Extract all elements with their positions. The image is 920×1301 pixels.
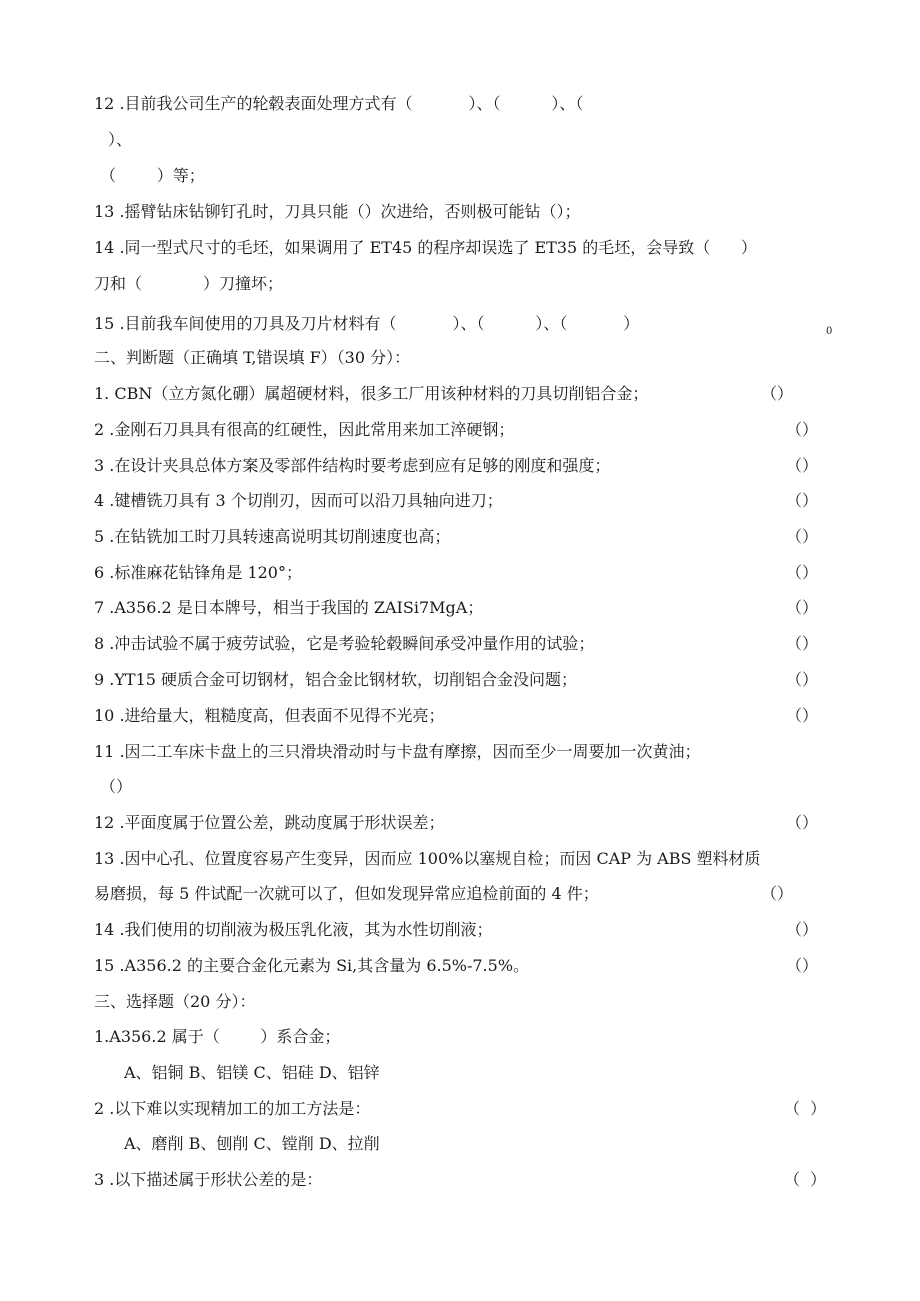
choice-q3-answer-box[interactable]: （ ） [784,1170,827,1189]
judge-q8: 8 .冲击试验不属于疲劳试验，它是考验轮毂瞬间承受冲量作用的试验； [94,634,595,653]
judge-q14: 14 .我们使用的切削液为极压乳化液，其为水性切削液； [94,920,493,939]
judge-q5-answer-box[interactable]: （） [786,527,819,546]
judge-q7-answer-box[interactable]: （） [786,598,819,617]
choice-q2: 2 .以下难以实现精加工的加工方法是： [94,1099,371,1118]
judge-q10: 10 .进给量大，粗糙度高，但表面不见得不光亮； [94,706,445,725]
judge-q15: 15 .A356.2 的主要合金化元素为 Si,其含量为 6.5%-7.5%。 [94,956,530,975]
judge-q8-answer-box[interactable]: （） [786,634,819,653]
judge-q7: 7 .A356.2 是日本牌号，相当于我国的 ZAISi7MgA； [94,598,484,617]
judge-q11: 11 .因二工车床卡盘上的三只滑块滑动时与卡盘有摩擦，因而至少一周要加一次黄油； [94,742,701,761]
choice-q2-options: A、磨削 B、刨削 C、镗削 D、拉削 [124,1134,380,1153]
fill-q12-line2: ）、 [108,130,133,149]
judge-q6-answer-box[interactable]: （） [786,563,819,582]
judge-q9-answer-box[interactable]: （） [786,670,819,689]
judge-q4-answer-box[interactable]: （） [786,491,819,510]
judge-q14-answer-box[interactable]: （） [786,920,819,939]
choice-q2-answer-box[interactable]: （ ） [784,1099,827,1118]
judge-q13-line2: 易磨损，每 5 件试配一次就可以了，但如发现异常应追检前面的 4 件； [94,884,599,903]
choice-q1-options: A、铝铜 B、铝镁 C、铝硅 D、铝锌 [124,1063,380,1082]
judge-q6: 6 .标准麻花钻锋角是 120°； [94,563,302,582]
judge-q5: 5 .在钻铣加工时刀具转速高说明其切削速度也高； [94,527,451,546]
fill-q15: 15 .目前我车间使用的刀具及刀片材料有（ ）、（ ）、（ ） [94,314,640,333]
judge-q3-answer-box[interactable]: （） [786,456,819,475]
fill-q14-line1: 14 .同一型式尺寸的毛坯，如果调用了 ET45 的程序却误选了 ET35 的毛坯，会导致（ ） [94,238,757,257]
judge-heading: 二、判断题（正确填 T,错误填 F）（30 分）： [94,348,411,367]
fill-q12-line3: （ ）等； [100,166,205,185]
fill-q12-line1: 12 .目前我公司生产的轮毂表面处理方式有（ ）、（ ）、（ [94,94,584,113]
judge-q2-answer-box[interactable]: （） [786,420,819,439]
judge-q15-answer-box[interactable]: （） [786,956,819,975]
choice-heading: 三、选择题（20 分）： [94,992,256,1011]
judge-q10-answer-box[interactable]: （） [786,706,819,725]
judge-q13-line1: 13 .因中心孔、位置度容易产生变异，因而应 100%以塞规自检；而因 CAP 为 ABS 塑料材质 [94,849,761,868]
fill-q15-subscript: 0 [826,326,833,337]
judge-q1: 1. CBN（立方氮化硼）属超硬材料，很多工厂用该种材料的刀具切削铝合金； [94,384,649,403]
judge-q9: 9 .YT15 硬质合金可切钢材，铝合金比钢材软，切削铝合金没问题； [94,670,578,689]
judge-q2: 2 .金刚石刀具具有很高的红硬性，因此常用来加工淬硬钢； [94,420,515,439]
choice-q3: 3 .以下描述属于形状公差的是： [94,1170,323,1189]
choice-q1: 1.A356.2 属于（ ）系合金； [94,1027,341,1046]
fill-q14-line2: 刀和（ ）刀撞坏； [94,274,284,293]
judge-q4: 4 .键槽铣刀具有 3 个切削刃，因而可以沿刀具轴向进刀； [94,491,503,510]
judge-q12-answer-box[interactable]: （） [786,813,819,832]
judge-q12: 12 .平面度属于位置公差，跳动度属于形状误差； [94,813,445,832]
judge-q11-answer-box[interactable]: （） [100,777,133,796]
fill-q13: 13 .摇臂钻床钻铆钉孔时，刀具只能（）次进给，否则极可能钻（）； [94,202,581,221]
judge-q3: 3 .在设计夹具总体方案及零部件结构时要考虑到应有足够的刚度和强度； [94,456,611,475]
judge-q13-answer-box[interactable]: （） [761,884,794,903]
judge-q1-answer-box[interactable]: （） [761,384,794,403]
